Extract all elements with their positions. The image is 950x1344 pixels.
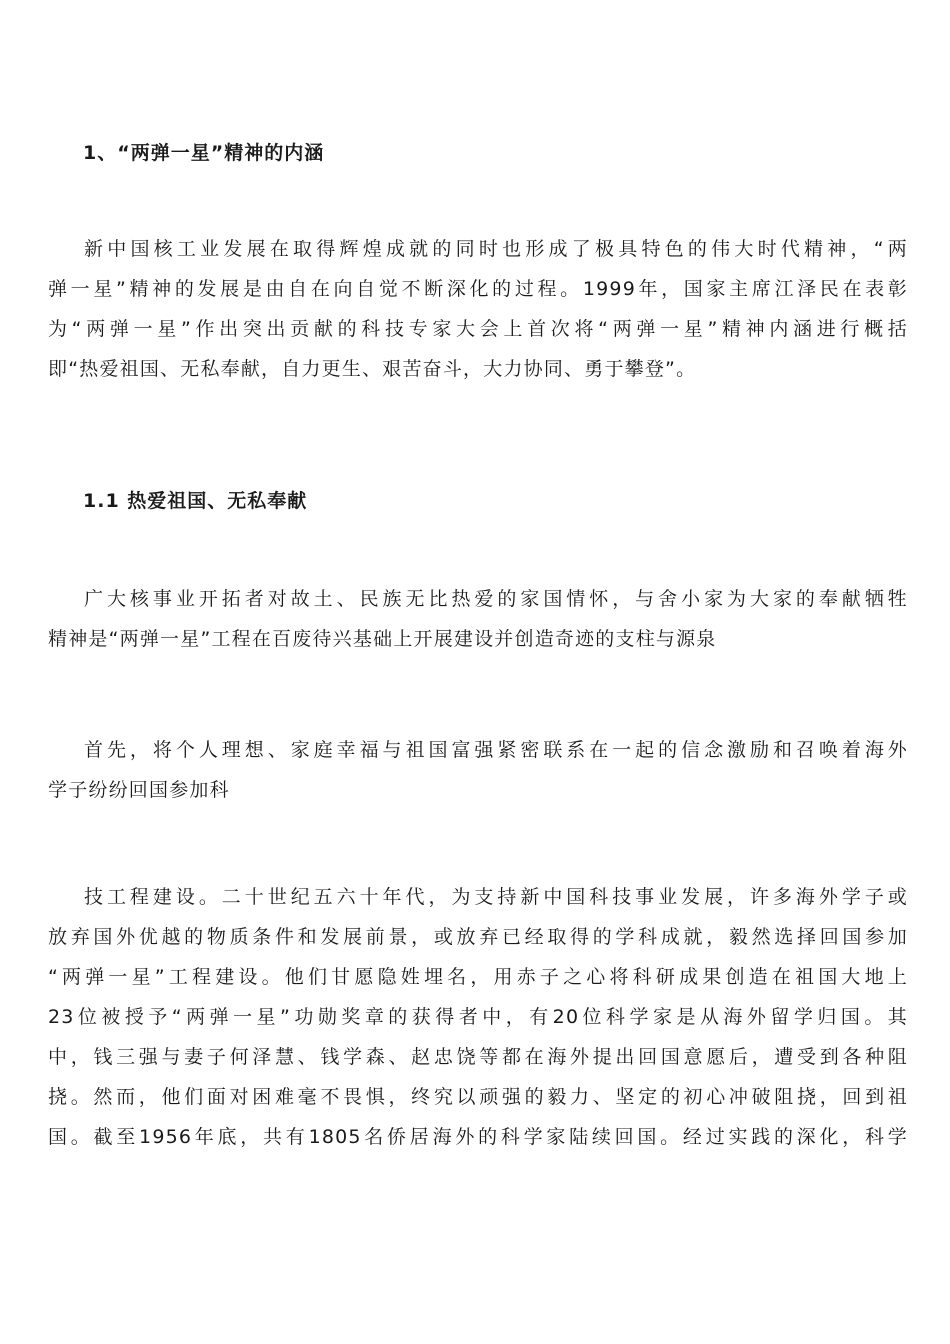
section-heading-1: 1、“两弹一星”精神的内涵: [83, 142, 325, 164]
paragraph-returnees: [48, 877, 908, 1157]
paragraph-line: “两弹一星”工程建设。他们甘愿隐姓埋名，用赤子之心将科研成果创造在祖国大地上: [48, 966, 908, 988]
paragraph-line: 挠。然而，他们面对困难毫不畏惧，终究以顽强的毅力、坚定的初心冲破阻挠，回到祖: [48, 1086, 908, 1108]
paragraph-line: 放弃国外优越的物质条件和发展前景，或放弃已经取得的学科成就，毅然选择回国参加: [48, 926, 908, 948]
paragraph-line: 23位被授予“两弹一星”功勋奖章的获得者中，有20位科学家是从海外留学归国。其: [48, 1006, 908, 1028]
paragraph-line: 精神是“两弹一星”工程在百废待兴基础上开展建设并创造奇迹的支柱与源泉: [48, 628, 717, 650]
paragraph-line: 即“热爱祖国、无私奉献，自力更生、艰苦奋斗，大力协同、勇于攀登”。: [48, 358, 697, 380]
paragraph-line: 技工程建设。二十世纪五六十年代，为支持新中国科技事业发展，许多海外学子或: [84, 886, 908, 908]
paragraph-line: 国。截至1956年底，共有1805名侨居海外的科学家陆续回国。经过实践的深化，科学: [48, 1126, 908, 1148]
paragraph-line: 新中国核工业发展在取得辉煌成就的同时也形成了极具特色的伟大时代精神，“两: [84, 238, 908, 260]
paragraph-patriotism: [48, 579, 908, 659]
paragraph-line: 中，钱三强与妻子何泽慧、钱学森、赵忠饶等都在海外提出回国意愿后，遭受到各种阻: [48, 1046, 908, 1068]
paragraph-line: 学子纷纷回国参加科: [48, 779, 230, 801]
paragraph-line: 弹一星”精神的发展是由自在向自觉不断深化的过程。1999年，国家主席江泽民在表彰: [48, 278, 908, 300]
paragraph-intro: [48, 229, 908, 389]
paragraph-first-point: [48, 730, 908, 810]
paragraph-line: 为“两弹一星”作出突出贡献的科技专家大会上首次将“两弹一星”精神内涵进行概括: [48, 318, 908, 340]
paragraph-line: 广大核事业开拓者对故土、民族无比热爱的家国情怀，与舍小家为大家的奉献牺牲: [84, 588, 908, 610]
section-heading-1-1: 1.1 热爱祖国、无私奉献: [83, 490, 308, 512]
paragraph-line: 首先，将个人理想、家庭幸福与祖国富强紧密联系在一起的信念激励和召唤着海外: [84, 739, 908, 761]
